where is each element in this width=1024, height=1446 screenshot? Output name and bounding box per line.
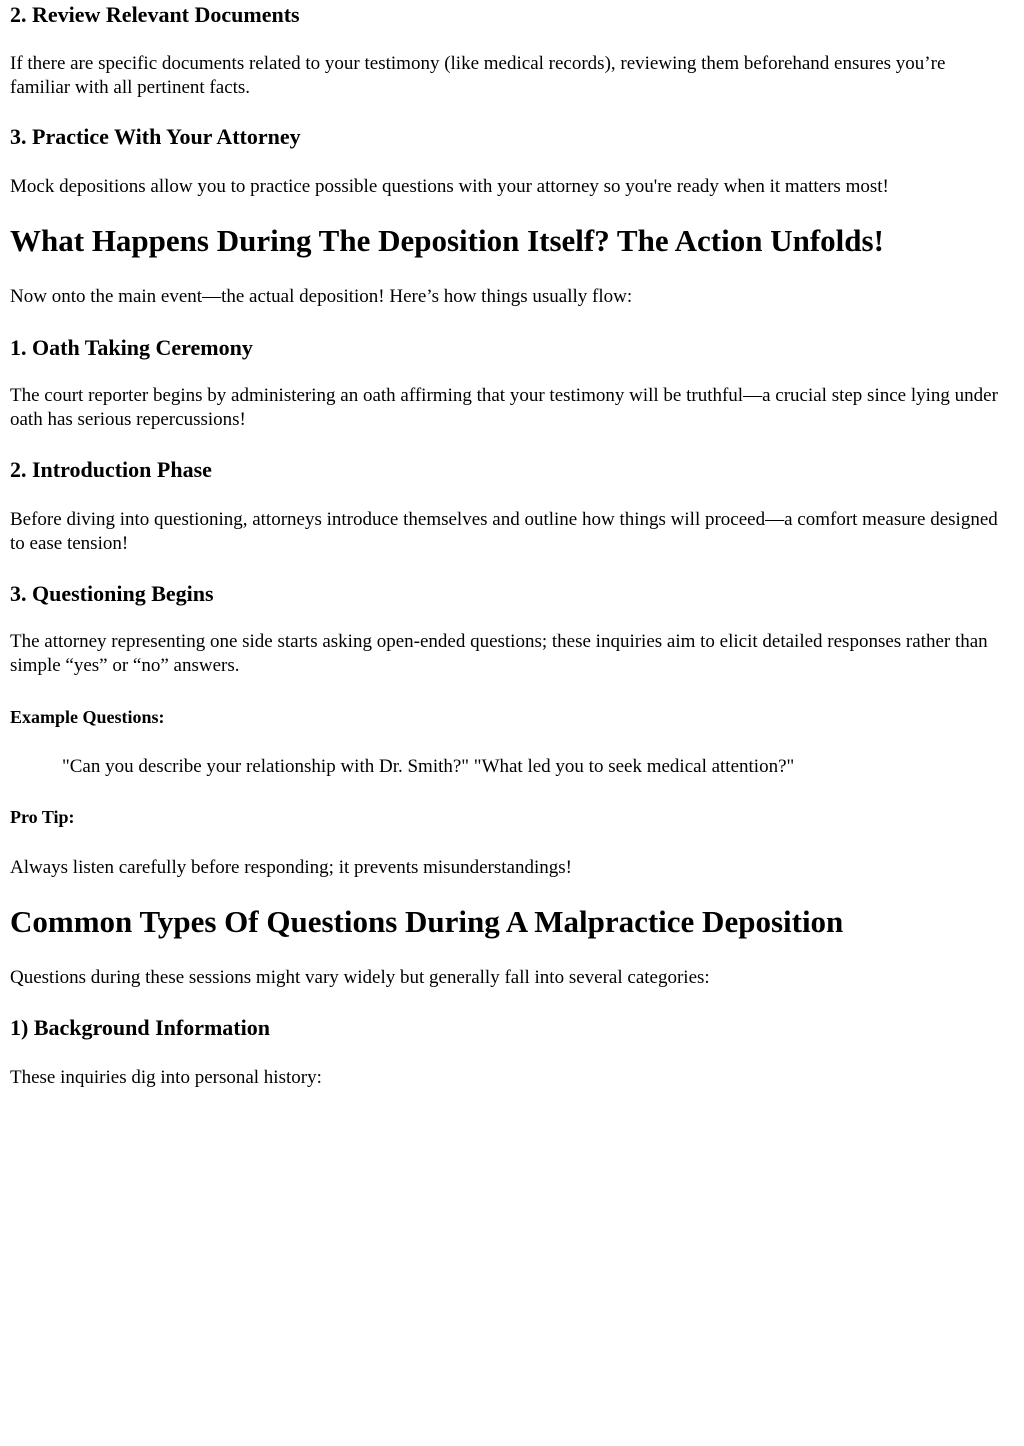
example-questions-quote: "Can you describe your relationship with Dr. Smith?" "What led you to seek medical attention?" bbox=[62, 756, 795, 777]
paragraph-common-types: Questions during these sessions might vary widely but generally fall into several categories: bbox=[10, 967, 710, 988]
heading-introduction-phase: 2. Introduction Phase bbox=[10, 457, 212, 482]
heading-common-types: Common Types Of Questions During A Malpractice Deposition bbox=[10, 904, 844, 939]
heading-oath-taking: 1. Oath Taking Ceremony bbox=[10, 335, 253, 360]
paragraph-pro-tip: Always listen carefully before responding; it prevents misunderstandings! bbox=[10, 857, 572, 878]
paragraph-introduction-phase: Before diving into questioning, attorneys introduce themselves and outline how things will proceed—a comfort measure designed to ease tension! bbox=[10, 509, 998, 554]
heading-pro-tip: Pro Tip: bbox=[10, 807, 75, 827]
heading-practice-attorney: 3. Practice With Your Attorney bbox=[10, 124, 301, 149]
heading-example-questions: Example Questions: bbox=[10, 707, 165, 727]
heading-what-happens: What Happens During The Deposition Itself? The Action Unfolds! bbox=[10, 223, 884, 258]
heading-review-documents: 2. Review Relevant Documents bbox=[10, 2, 300, 27]
heading-background-information: 1) Background Information bbox=[10, 1015, 270, 1040]
paragraph-questioning-begins: The attorney representing one side starts asking open-ended questions; these inquiries aim to elicit detailed responses rather than simple “yes” or “no” answers. bbox=[10, 631, 988, 676]
paragraph-review-documents: If there are specific documents related to your testimony (like medical records), reviewing them beforehand ensures you’re familiar with all pertinent facts. bbox=[10, 53, 946, 98]
paragraph-oath-taking: The court reporter begins by administering an oath affirming that your testimony will be truthful—a crucial step since lying under oath has serious repercussions! bbox=[10, 385, 998, 430]
paragraph-practice-attorney: Mock depositions allow you to practice possible questions with your attorney so you're ready when it matters most! bbox=[10, 176, 889, 197]
paragraph-background-information: These inquiries dig into personal history: bbox=[10, 1067, 322, 1088]
heading-questioning-begins: 3. Questioning Begins bbox=[10, 581, 214, 606]
paragraph-main-event: Now onto the main event—the actual deposition! Here’s how things usually flow: bbox=[10, 286, 633, 307]
